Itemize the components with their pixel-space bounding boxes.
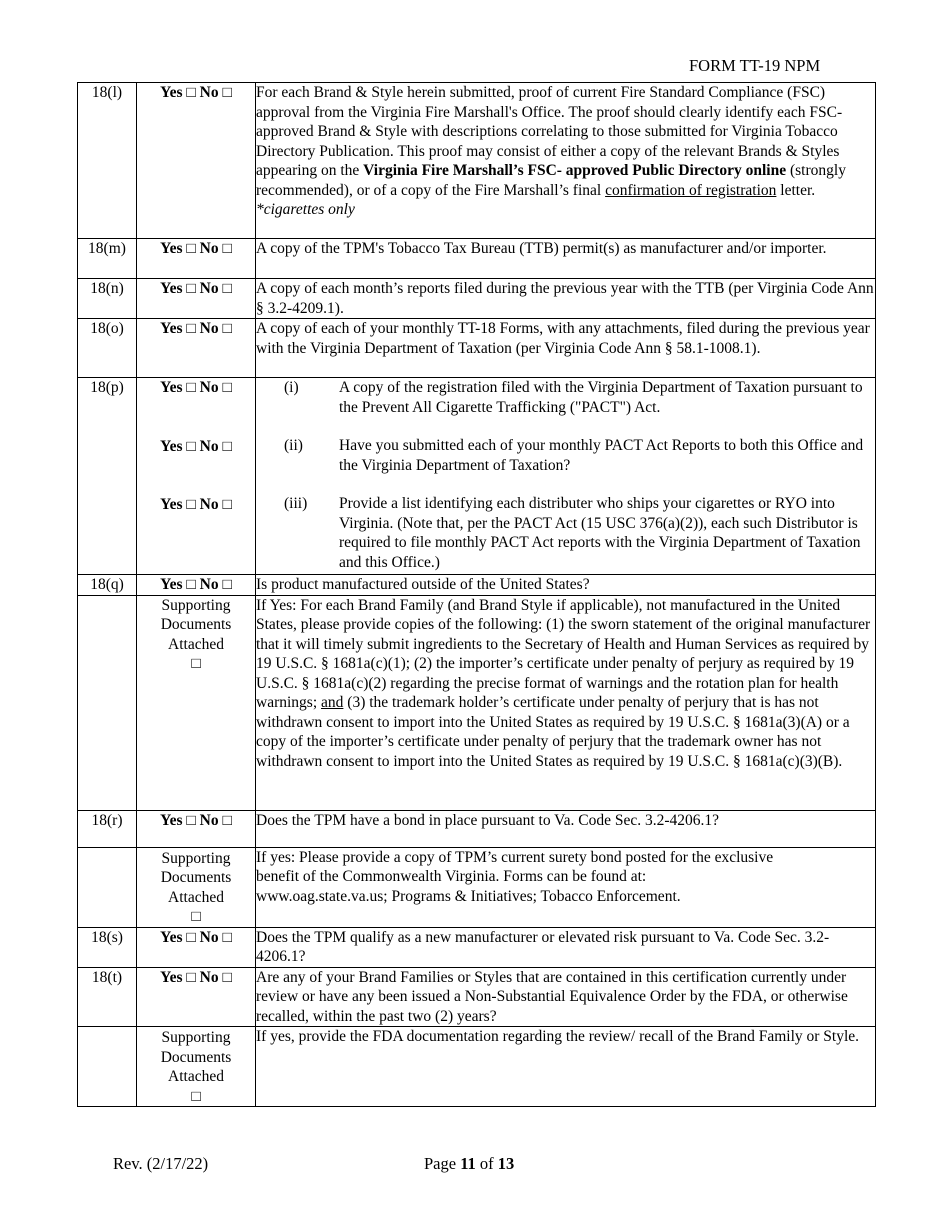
checkbox[interactable]: □ [191, 655, 201, 672]
row-18q [78, 575, 876, 596]
row-description: Are any of your Brand Families or Styles that are contained in this certification currently under review or have any been issued a Non-Substantial Equivalence Order by the FDA, or otherwise recalled, within the past two (2) years? [256, 967, 876, 1027]
yes-no-checkboxes[interactable]: Yes □ No □ [137, 83, 256, 239]
row-description: A copy of the TPM's Tobacco Tax Bureau (TTB) permit(s) as manufacturer and/or importer. [256, 239, 876, 279]
yes-no-checkboxes-i[interactable]: Yes □ No □ [160, 379, 232, 396]
row-number: 18(m) [78, 239, 137, 279]
row-number: 18(n) [78, 279, 137, 319]
row-description: If Yes: For each Brand Family (and Brand Style if applicable), not manufactured in the United States, please provide copies of the following: (1) the sworn statement of the original manufacturer that it will timely submit ingredients to the Secretary of Health and Human Services as required by 19 U.S.C. § 1681a(c)(1); (2) the importer’s certificate under penalty of perjury as required by 19 U.S.C. § 1681a(c)(2) regarding the precise format of warnings and the rotation plan for health warnings; and (3) the trademark holder’s certificate under penalty of perjury that is has not withdrawn consent to import into the United States as required by 19 U.S.C. § 1681a(3)(A) or a copy of the importer’s certificate under penalty of perjury that the trademark owner has not withdrawn consent to import into the United States as required by 19 U.S.C. § 1681a(c)(3)(B). [256, 595, 876, 810]
sub-item-text: Have you submitted each of your monthly PACT Act Reports to both this Office and the Virginia Department of Taxation? [339, 437, 864, 474]
form-id: FORM TT-19 NPM [689, 56, 821, 75]
yes-no-checkboxes[interactable]: Yes □ No □ [137, 927, 256, 967]
row-number: 18(r) [78, 810, 137, 847]
supporting-documents-checkbox[interactable]: Supporting Documents Attached □ [137, 847, 256, 927]
row-number: 18(t) [78, 967, 137, 1027]
yes-no-checkboxes-iii[interactable]: Yes □ No □ [160, 496, 232, 513]
row-18t-documents [78, 1027, 876, 1107]
yes-no-checkboxes[interactable]: Yes □ No □ [137, 319, 256, 378]
row-18r-documents [78, 847, 876, 927]
roman-numeral: (ii) [284, 437, 303, 454]
checklist-table [77, 82, 876, 1107]
sub-item-ii [256, 436, 875, 475]
row-number-empty [78, 847, 137, 927]
row-description: A copy of each month’s reports filed during the previous year with the TTB (per Virginia Code Ann § 3.2-4209.1). [256, 280, 874, 317]
row-18r [78, 810, 876, 847]
row-number: 18(s) [78, 927, 137, 967]
row-number: 18(p) [78, 378, 137, 575]
row-18p [78, 378, 876, 575]
yes-no-checkboxes[interactable]: Yes □ No □ [137, 967, 256, 1027]
row-description: Is product manufactured outside of the United States? [256, 575, 876, 596]
row-number-empty [78, 595, 137, 810]
roman-numeral: (iii) [284, 495, 308, 512]
row-description: A copy of each of your monthly TT-18 Forms, with any attachments, filed during the previous year with the Virginia Department of Taxation (per Virginia Code Ann § 58.1-1008.1). [256, 319, 876, 378]
yes-no-group[interactable] [137, 378, 256, 575]
cigarettes-note: *cigarettes only [256, 201, 355, 218]
row-number: 18(o) [78, 319, 137, 378]
fsc-directory-bold: Virginia Fire Marshall’s FSC- approved Public Directory online [363, 162, 787, 179]
row-description: For each Brand & Style herein submitted, proof of current Fire Standard Compliance (FSC) approval from the Virginia Fire Marshall's Office. The proof should clearly identify each FSC-approved Brand & Style with descriptions correlating to those submitted for Virginia Tobacco Directory Publication. This proof may consist of either a copy of the relevant Brands & Styles appearing on the Virginia Fire Marshall’s FSC- approved Public Directory online (strongly recommended), or of a copy of the Fire Marshall’s final confirmation of registration letter. *cigarettes only [256, 83, 876, 239]
row-18t [78, 967, 876, 1027]
yes-no-checkboxes[interactable]: Yes □ No □ [137, 239, 256, 279]
sub-item-i [256, 378, 875, 417]
supporting-documents-checkbox[interactable]: Supporting Documents Attached □ [137, 1027, 256, 1107]
row-18o [78, 319, 876, 378]
row-description: Does the TPM qualify as a new manufacturer or elevated risk pursuant to Va. Code Sec. 3.2-4206.1? [256, 927, 876, 967]
page-number: Page 11 of 13 [424, 1154, 515, 1173]
and-underlined: and [321, 694, 344, 711]
row-18s [78, 927, 876, 967]
row-18m [78, 239, 876, 279]
row-18n [78, 279, 876, 319]
supporting-documents-checkbox[interactable]: Supporting Documents Attached □ [137, 595, 256, 810]
revision-date: Rev. (2/17/22) [113, 1154, 209, 1173]
row-description: If yes: Please provide a copy of TPM’s current surety bond posted for the exclusive benefit of the Commonwealth Virginia. Forms can be found at: www.oag.state.va.us; Programs & Initiatives; Tobacco Enforcement. [256, 847, 876, 927]
sub-item-text: Provide a list identifying each distributer who ships your cigarettes or RYO into Virginia. (Note that, per the PACT Act (15 USC 376(a)(2)), each such Distributor is required to file monthly PACT Act reports with the Virginia Department of Taxation and this Office.) [339, 495, 861, 571]
row-number-empty [78, 1027, 137, 1107]
row-18l [78, 83, 876, 239]
row-18q-documents [78, 595, 876, 810]
checkbox[interactable]: □ [191, 908, 201, 925]
row-number: 18(q) [78, 575, 137, 596]
row-description: Does the TPM have a bond in place pursuant to Va. Code Sec. 3.2-4206.1? [256, 810, 876, 847]
yes-no-checkboxes[interactable]: Yes □ No □ [137, 279, 256, 319]
sub-item-iii [256, 494, 875, 572]
yes-no-checkboxes[interactable]: Yes □ No □ [137, 575, 256, 596]
roman-numeral: (i) [284, 379, 299, 396]
sub-item-text: A copy of the registration filed with the Virginia Department of Taxation pursuant to the Prevent All Cigarette Trafficking ("PACT") Act. [339, 379, 863, 416]
yes-no-checkboxes[interactable]: Yes □ No □ [137, 810, 256, 847]
row-number: 18(l) [78, 83, 137, 239]
yes-no-checkboxes-ii[interactable]: Yes □ No □ [160, 437, 232, 455]
row-description [256, 378, 876, 575]
confirmation-link[interactable]: confirmation of registration [605, 181, 777, 199]
row-description: If yes, provide the FDA documentation regarding the review/ recall of the Brand Family or Style. [256, 1027, 876, 1107]
checkbox[interactable]: □ [191, 1087, 201, 1105]
